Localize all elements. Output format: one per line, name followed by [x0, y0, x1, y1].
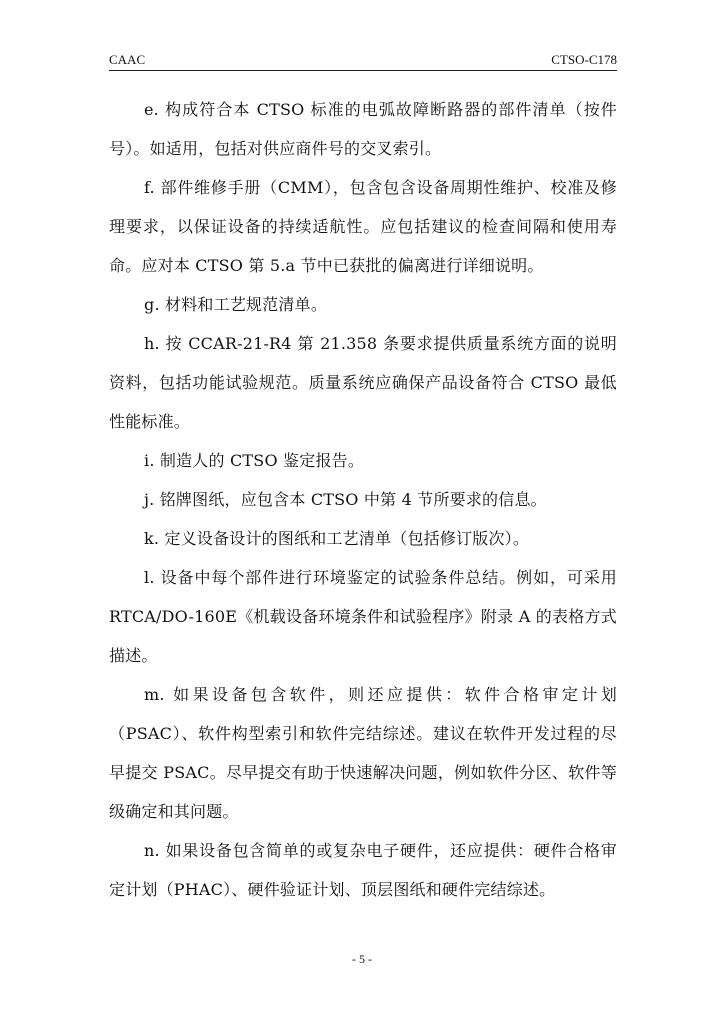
- list-item-e: e. 构成符合本 CTSO 标准的电弧故障断路器的部件清单（按件号）。如适用，包括对供应商件号的交叉索引。: [109, 100, 617, 158]
- list-item-h: h. 按 CCAR-21-R4 第 21.358 条要求提供质量系统方面的说明资料，包括功能试验规范。质量系统应确保产品设备符合 CTSO 最低性能标准。: [109, 334, 617, 431]
- list-item-i: i. 制造人的 CTSO 鉴定报告。: [144, 451, 365, 470]
- list-item-l: l. 设备中每个部件进行环境鉴定的试验条件总结。例如，可采用 RTCA/DO-160E《机载设备环境条件和试验程序》附录 A 的表格方式描述。: [109, 568, 617, 665]
- document-body: [109, 90, 617, 909]
- list-item-m: m. 如果设备包含软件，则还应提供：软件合格审定计划（PSAC）、软件构型索引和软件完结综述。建议在软件开发过程的尽早提交 PSAC。尽早提交有助于快速解决问题，例如软件分区、软件等级确定和其问题。: [109, 685, 617, 821]
- list-item-g: g. 材料和工艺规范清单。: [144, 295, 328, 314]
- header-organization: CAAC: [109, 52, 146, 67]
- list-item-n: n. 如果设备包含简单的或复杂电子硬件，还应提供：硬件合格审定计划（PHAC）、硬件验证计划、顶层图纸和硬件完结综述。: [109, 841, 617, 899]
- list-item-j: j. 铭牌图纸，应包含本 CTSO 中第 4 节所要求的信息。: [144, 490, 547, 509]
- list-item-k: k. 定义设备设计的图纸和工艺清单（包括修订版次）。: [144, 529, 530, 548]
- header-document-id: CTSO-C178: [551, 52, 617, 67]
- page-number: - 5 -: [352, 952, 372, 966]
- list-item-f: f. 部件维修手册（CMM），包含包含设备周期性维护、校准及修理要求，以保证设备的持续适航性。应包括建议的检查间隔和使用寿命。应对本 CTSO 第 5.a 节中已获批的偏离进行详细说明。: [109, 178, 617, 275]
- page-header: [109, 52, 617, 71]
